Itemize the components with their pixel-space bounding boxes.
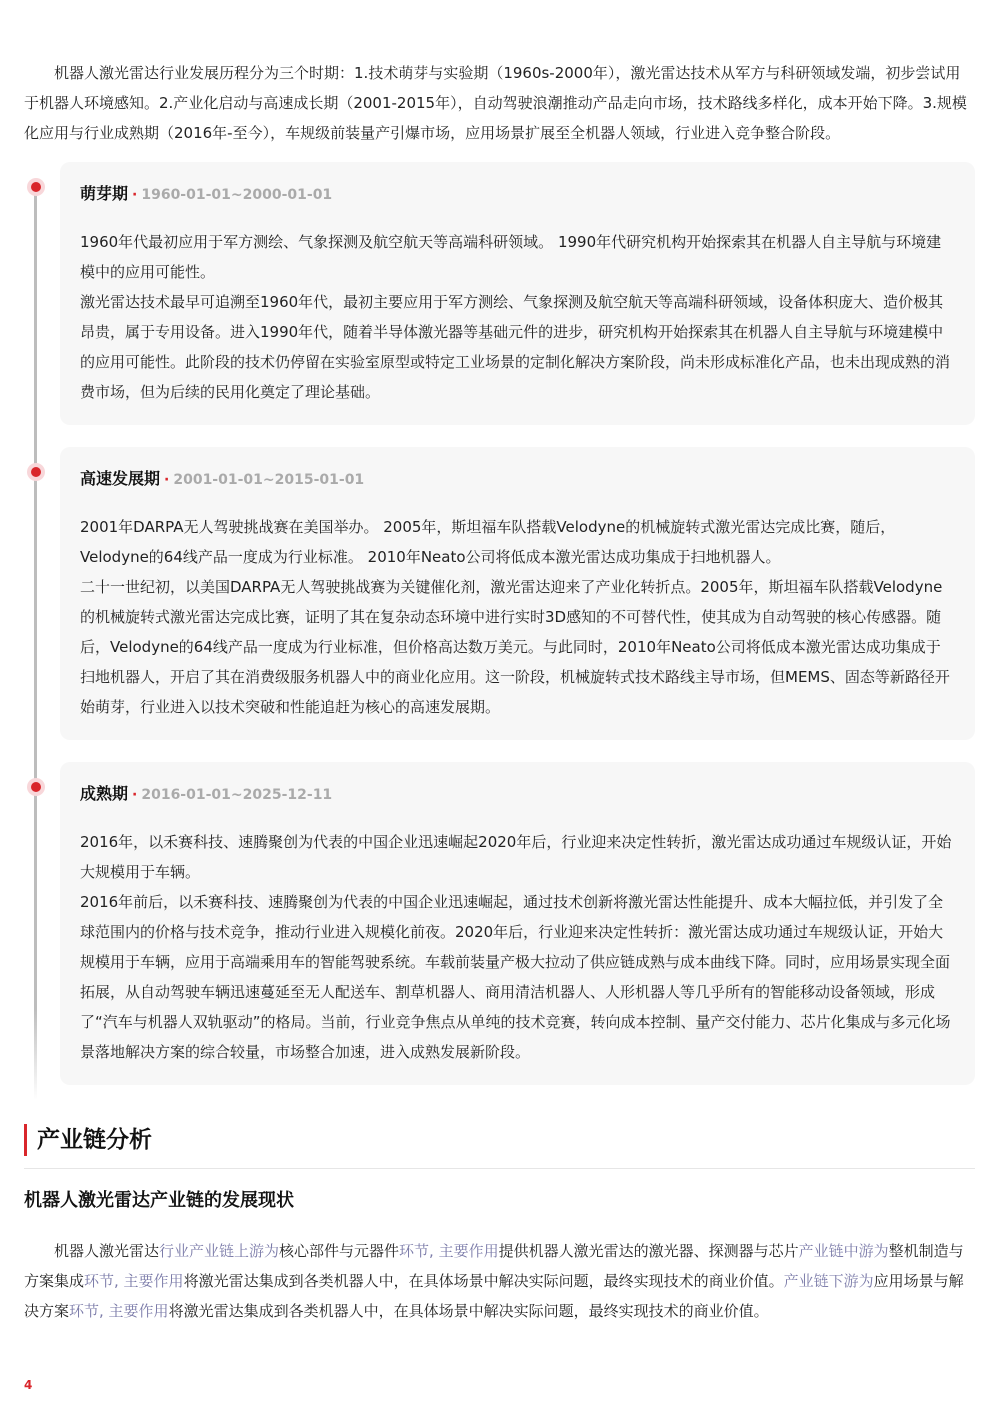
stage-detail: 激光雷达技术最早可追溯至1960年代，最初主要应用于军方测绘、气象探测及航空航天等高端科研领域，设备体积庞大、造价极其昂贵，属于专用设备。进入1990年代，随着半导体激光器等基础元件的进步，研究机构开始探索其在机器人自主导航与环境建模中的应用可能性。此阶段的技术仍停留在实验室原型或特定工业场景的定制化解决方案阶段，尚未形成标准化产品，也未出现成熟的消费市场，但为后续的民用化奠定了理论基础。: [80, 293, 951, 401]
chain-highlight: 产业链下游为: [783, 1272, 874, 1290]
stage-title: 成熟期: [80, 784, 129, 803]
stage-title: 萌芽期: [80, 184, 129, 203]
page-number: 4: [24, 1378, 33, 1392]
subsection-title: 机器人激光雷达产业链的发展现状: [24, 1190, 294, 1211]
timeline-dot-icon: [27, 178, 45, 196]
timeline-dot-icon: [27, 778, 45, 796]
timeline-line: [34, 190, 37, 1100]
card-header: [80, 781, 955, 807]
stage-detail: 二十一世纪初，以美国DARPA无人驾驶挑战赛为关键催化剂，激光雷达迎来了产业化转折点。2005年，斯坦福车队搭载Velodyne的机械旋转式激光雷达完成比赛，证明了其在复杂动态环境中进行实时3D感知的不可替代性，使其成为自动驾驶的核心传感器。随后，Velodyne的64线产品一度成为行业标准，但价格高达数万美元。与此同时，2010年Neato公司将低成本激光雷达成功集成于扫地机器人，开启了其在消费级服务机器人中的商业化应用。这一阶段，机械旋转式技术路线主导市场，但MEMS、固态等新路径开始萌芽，行业进入以技术突破和性能追赶为核心的高速发展期。: [80, 578, 950, 716]
chain-highlight: 环节, 主要作用: [399, 1242, 499, 1260]
stage-summary: 2001年DARPA无人驾驶挑战赛在美国举办。 2005年，斯坦福车队搭载Velodyne的机械旋转式激光雷达完成比赛，随后，Velodyne的64线产品一度成为行业标准。 2010年Neato公司将低成本激光雷达成功集成于扫地机器人。: [80, 518, 896, 566]
timeline-card: [60, 447, 975, 740]
separator-dot: ·: [132, 187, 138, 203]
section-title: 产业链分析: [24, 1124, 152, 1156]
divider: [24, 1168, 975, 1169]
separator-dot: ·: [164, 472, 170, 488]
intro-paragraph: 机器人激光雷达行业发展历程分为三个时期：1.技术萌芽与实验期（1960s-2000年），激光雷达技术从军方与科研领域发端，初步尝试用于机器人环境感知。2.产业化启动与高速成长期（2001-2015年），自动驾驶浪潮推动产品走向市场，技术路线多样化，成本开始下降。3.规模化应用与行业成熟期（2016年-至今），车规级前装量产引爆市场，应用场景扩展至全机器人领域，行业进入竞争整合阶段。: [24, 64, 967, 142]
chain-text: 机器人激光雷达: [54, 1242, 160, 1260]
timeline-card: [60, 762, 975, 1085]
chain-text: 核心部件与元器件: [279, 1242, 400, 1260]
stage-date-range: 2001-01-01~2015-01-01: [173, 472, 365, 488]
card-header: [80, 181, 955, 207]
card-header: [80, 466, 955, 492]
stage-detail: 2016年前后，以禾赛科技、速腾聚创为代表的中国企业迅速崛起，通过技术创新将激光雷达性能提升、成本大幅拉低，并引发了全球范围内的价格与技术竞争，推动行业进入规模化前夜。2020年后，行业迎来决定性转折：激光雷达成功通过车规级认证，开始大规模用于车辆，应用于高端乘用车的智能驾驶系统。车载前装量产极大拉动了供应链成熟与成本曲线下降。同时，应用场景实现全面拓展，从自动驾驶车辆迅速蔓延至无人配送车、割草机器人、商用清洁机器人、人形机器人等几乎所有的智能移动设备领域，形成了“汽车与机器人双轨驱动”的格局。当前，行业竞争焦点从单纯的技术竞赛，转向成本控制、量产交付能力、芯片化集成与多元化场景落地解决方案的综合较量，市场整合加速，进入成熟发展新阶段。: [80, 893, 951, 1061]
stage-date-range: 2016-01-01~2025-12-11: [141, 787, 333, 803]
stage-summary: 2016年，以禾赛科技、速腾聚创为代表的中国企业迅速崛起2020年后，行业迎来决定性转折，激光雷达成功通过车规级认证，开始大规模用于车辆。: [80, 833, 952, 881]
chain-text: 整机制造与方案集成: [24, 1242, 964, 1290]
stage-date-range: 1960-01-01~2000-01-01: [141, 187, 333, 203]
timeline-card: [60, 162, 975, 425]
chain-text: 提供机器人激光雷达的激光器、探测器与芯片: [498, 1242, 799, 1260]
separator-dot: ·: [132, 787, 138, 803]
chain-highlight: 产业链中游为: [798, 1242, 889, 1260]
stage-title: 高速发展期: [80, 469, 161, 488]
chain-text: 应用场景与解决方案: [24, 1272, 964, 1320]
chain-text: 将激光雷达集成到各类机器人中，在具体场景中解决实际问题，最终实现技术的商业价值。: [168, 1302, 769, 1320]
chain-highlight: 环节, 主要作用: [84, 1272, 184, 1290]
industry-chain-paragraph: [24, 1236, 974, 1326]
chain-highlight: 环节, 主要作用: [69, 1302, 169, 1320]
chain-text: 将激光雷达集成到各类机器人中，在具体场景中解决实际问题，最终实现技术的商业价值。: [183, 1272, 784, 1290]
timeline-dot-icon: [27, 463, 45, 481]
stage-summary: 1960年代最初应用于军方测绘、气象探测及航空航天等高端科研领域。 1990年代研究机构开始探索其在机器人自主导航与环境建模中的应用可能性。: [80, 233, 942, 281]
chain-highlight: 行业产业链上游为: [159, 1242, 280, 1260]
